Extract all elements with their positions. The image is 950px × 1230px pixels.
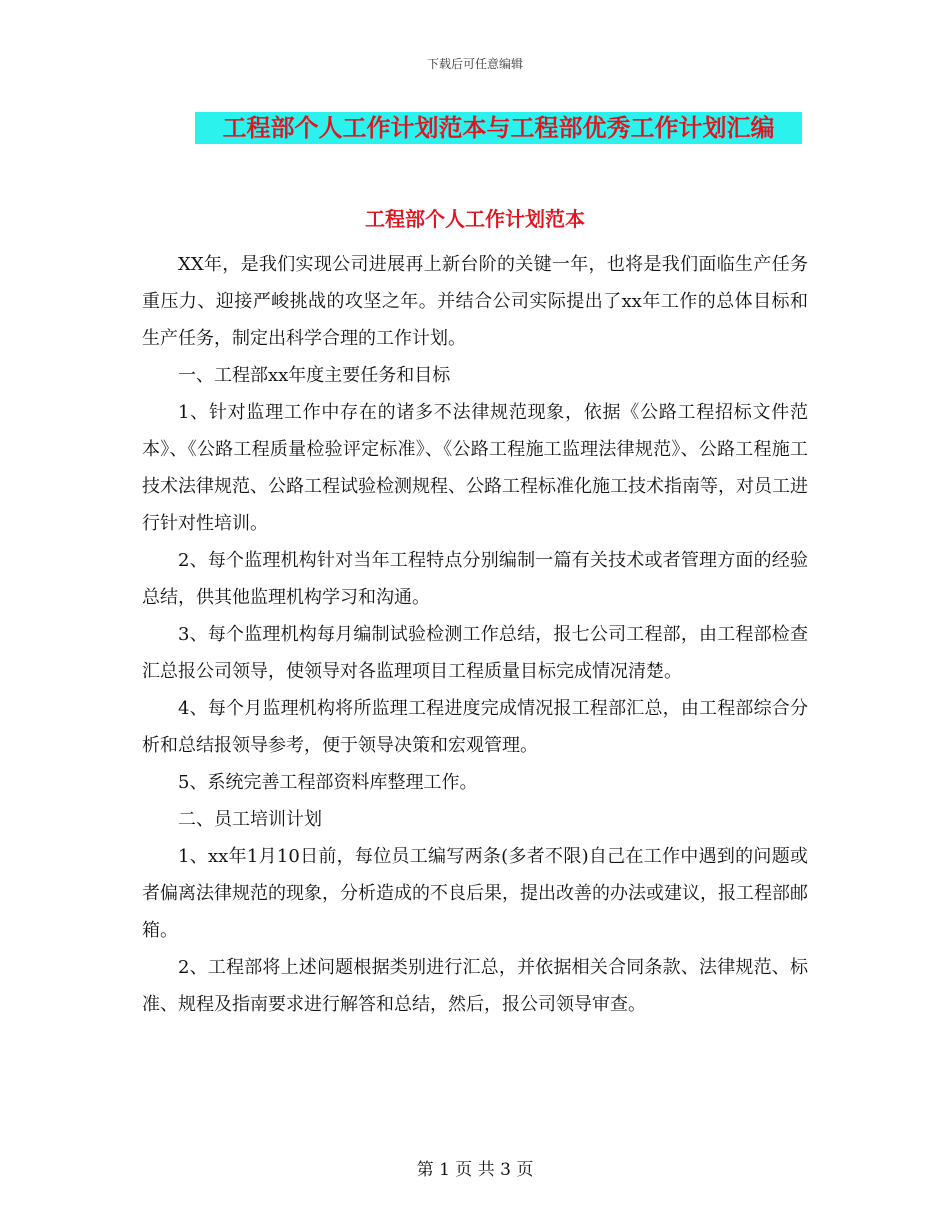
document-title: 工程部个人工作计划范本与工程部优秀工作计划汇编 xyxy=(195,112,802,144)
page-footer: 第 1 页 共 3 页 xyxy=(416,1160,534,1180)
paragraph-item-5: 5、系统完善工程部资料库整理工作。 xyxy=(178,772,478,793)
paragraph-training-1: 1、xx年1月10日前，每位员工编写两条(多者不限)自己在工作中遇到的问题或者偏离法律规范的现象，分析造成的不良后果，提出改善的办法或建议，报工程部邮箱。 xyxy=(142,846,808,941)
paragraph-item-3: 3、每个监理机构每月编制试验检测工作总结，报七公司工程部，由工程部检查汇总报公司领导，使领导对各监理项目工程质量目标完成情况清楚。 xyxy=(142,624,808,682)
document-body xyxy=(142,246,808,1023)
paragraph-intro: XX年，是我们实现公司进展再上新台阶的关键一年，也将是我们面临生产任务重压力、迎接严峻挑战的攻坚之年。并结合公司实际提出了xx年工作的总体目标和生产任务，制定出科学合理的工作计划。 xyxy=(142,254,808,349)
heading-training-plan: 二、员工培训计划 xyxy=(178,809,322,830)
paragraph-training-2: 2、工程部将上述问题根据类别进行汇总，并依据相关合同条款、法律规范、标准、规程及指南要求进行解答和总结，然后，报公司领导审查。 xyxy=(142,957,808,1015)
heading-tasks-and-goals: 一、工程部xx年度主要任务和目标 xyxy=(178,365,451,386)
header-note: 下载后可任意编辑 xyxy=(426,57,523,71)
paragraph-item-4: 4、每个月监理机构将所监理工程进度完成情况报工程部汇总，由工程部综合分析和总结报领导参考，便于领导决策和宏观管理。 xyxy=(142,698,808,756)
section-title: 工程部个人工作计划范本 xyxy=(365,207,585,231)
paragraph-item-2: 2、每个监理机构针对当年工程特点分别编制一篇有关技术或者管理方面的经验总结，供其他监理机构学习和沟通。 xyxy=(142,550,808,608)
paragraph-item-1: 1、针对监理工作中存在的诸多不法律规范现象，依据《公路工程招标文件范本》、《公路工程质量检验评定标准》、《公路工程施工监理法律规范》、公路工程施工技术法律规范、公路工程试验检测规程、公路工程标准化施工技术指南等，对员工进行针对性培训。 xyxy=(142,402,808,534)
